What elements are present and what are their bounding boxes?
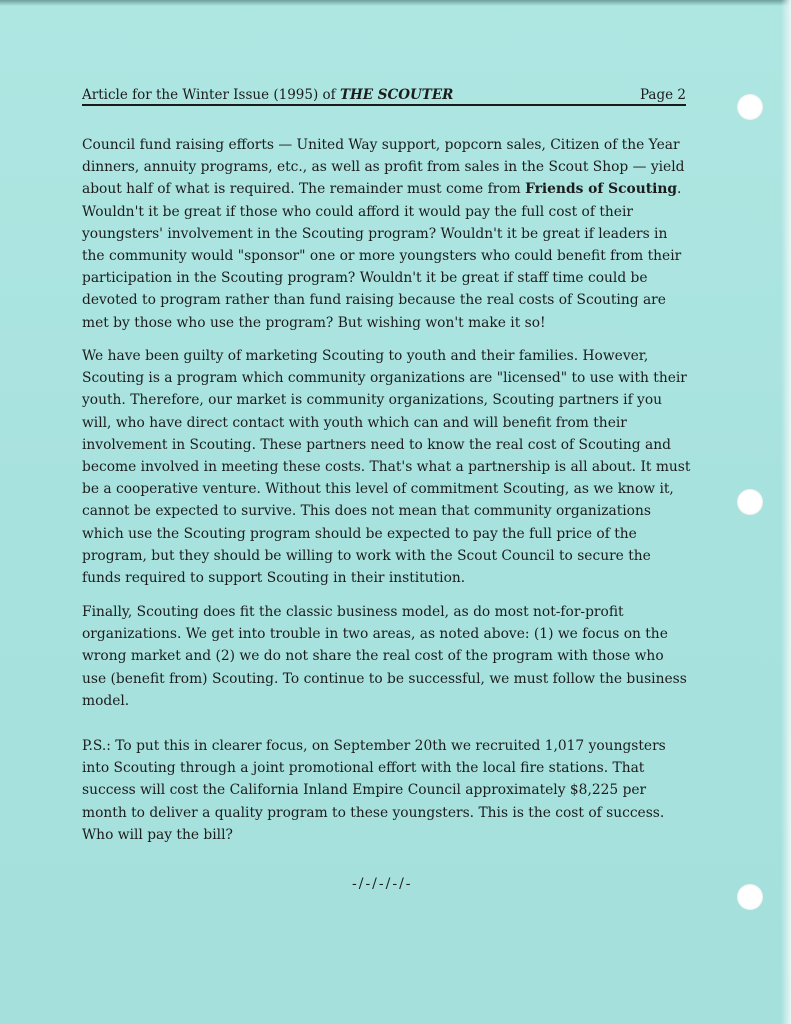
paragraph-fundraising: [82, 134, 692, 334]
page-header: [82, 86, 686, 104]
friends-of-scouting-emphasis: Friends of Scouting: [525, 181, 678, 198]
binder-hole-top: [737, 94, 763, 120]
paragraph-fundraising-text-start: Council fund raising efforts — United Way support, popcorn sales, Citizen of the Year dinners, annuity programs, etc., as well as profit from sales in the Scout Shop — yield about half of what is required. The remainder must come from: [82, 137, 685, 198]
page-right-edge: [781, 0, 791, 1024]
page-top-edge: [0, 0, 791, 6]
publication-name: THE SCOUTER: [339, 87, 454, 103]
paragraph-fundraising-text-end: . Wouldn't it be great if those who could afford it would pay the full cost of their youngsters' involvement in the Scouting program? Wouldn't it be great if leaders in the community would "sponsor" one or more youngsters who could benefit from their participation in the Scouting program? Wouldn't it be great if staff time could be devoted to program rather than fund raising because the real costs of Scouting are met by those who use the program? But wishing won't make it so!: [82, 181, 682, 331]
closing-marks: -/-/-/-/-: [352, 876, 413, 892]
page-number: Page 2: [639, 87, 686, 103]
binder-hole-middle: [737, 489, 763, 515]
paragraph-business-model: Finally, Scouting does fit the classic business model, as do most not-for-profit organizations. We get into trouble in two areas, as noted above: (1) we focus on the wrong market and (2) we do not share the real cost of the program with those who use (benefit from) Scouting. To continue to be successful, we must follow the business model.: [82, 604, 687, 709]
paragraph-marketing: We have been guilty of marketing Scouting to youth and their families. However, Scouting is a program which community organizations are "licensed" to use with their youth. Therefore, our market is community organizations, Scouting partners if you will, who have direct contact with youth which can and will benefit from their involvement in Scouting. These partners need to know the real cost of Scouting and become involved in meeting these costs. That's what a partnership is all about. It must be a cooperative venture. Without this level of commitment Scouting, as we know it, cannot be expected to survive. This does not mean that community organizations which use the Scouting program should be expected to pay the full price of the program, but they should be willing to work with the Scout Council to secure the funds required to support Scouting in their institution.: [82, 348, 691, 587]
header-title: [82, 86, 453, 104]
paragraph-postscript: P.S.: To put this in clearer focus, on September 20th we recruited 1,017 youngsters into Scouting through a joint promotional effort with the local fire stations. That success will cost the California Inland Empire Council approximately $8,225 per month to deliver a quality program to these youngsters. This is the cost of success. Who will pay the bill?: [82, 738, 666, 843]
binder-hole-bottom: [737, 884, 763, 910]
header-rule: [82, 104, 686, 106]
header-title-prefix: Article for the Winter Issue (1995) of: [82, 87, 336, 103]
